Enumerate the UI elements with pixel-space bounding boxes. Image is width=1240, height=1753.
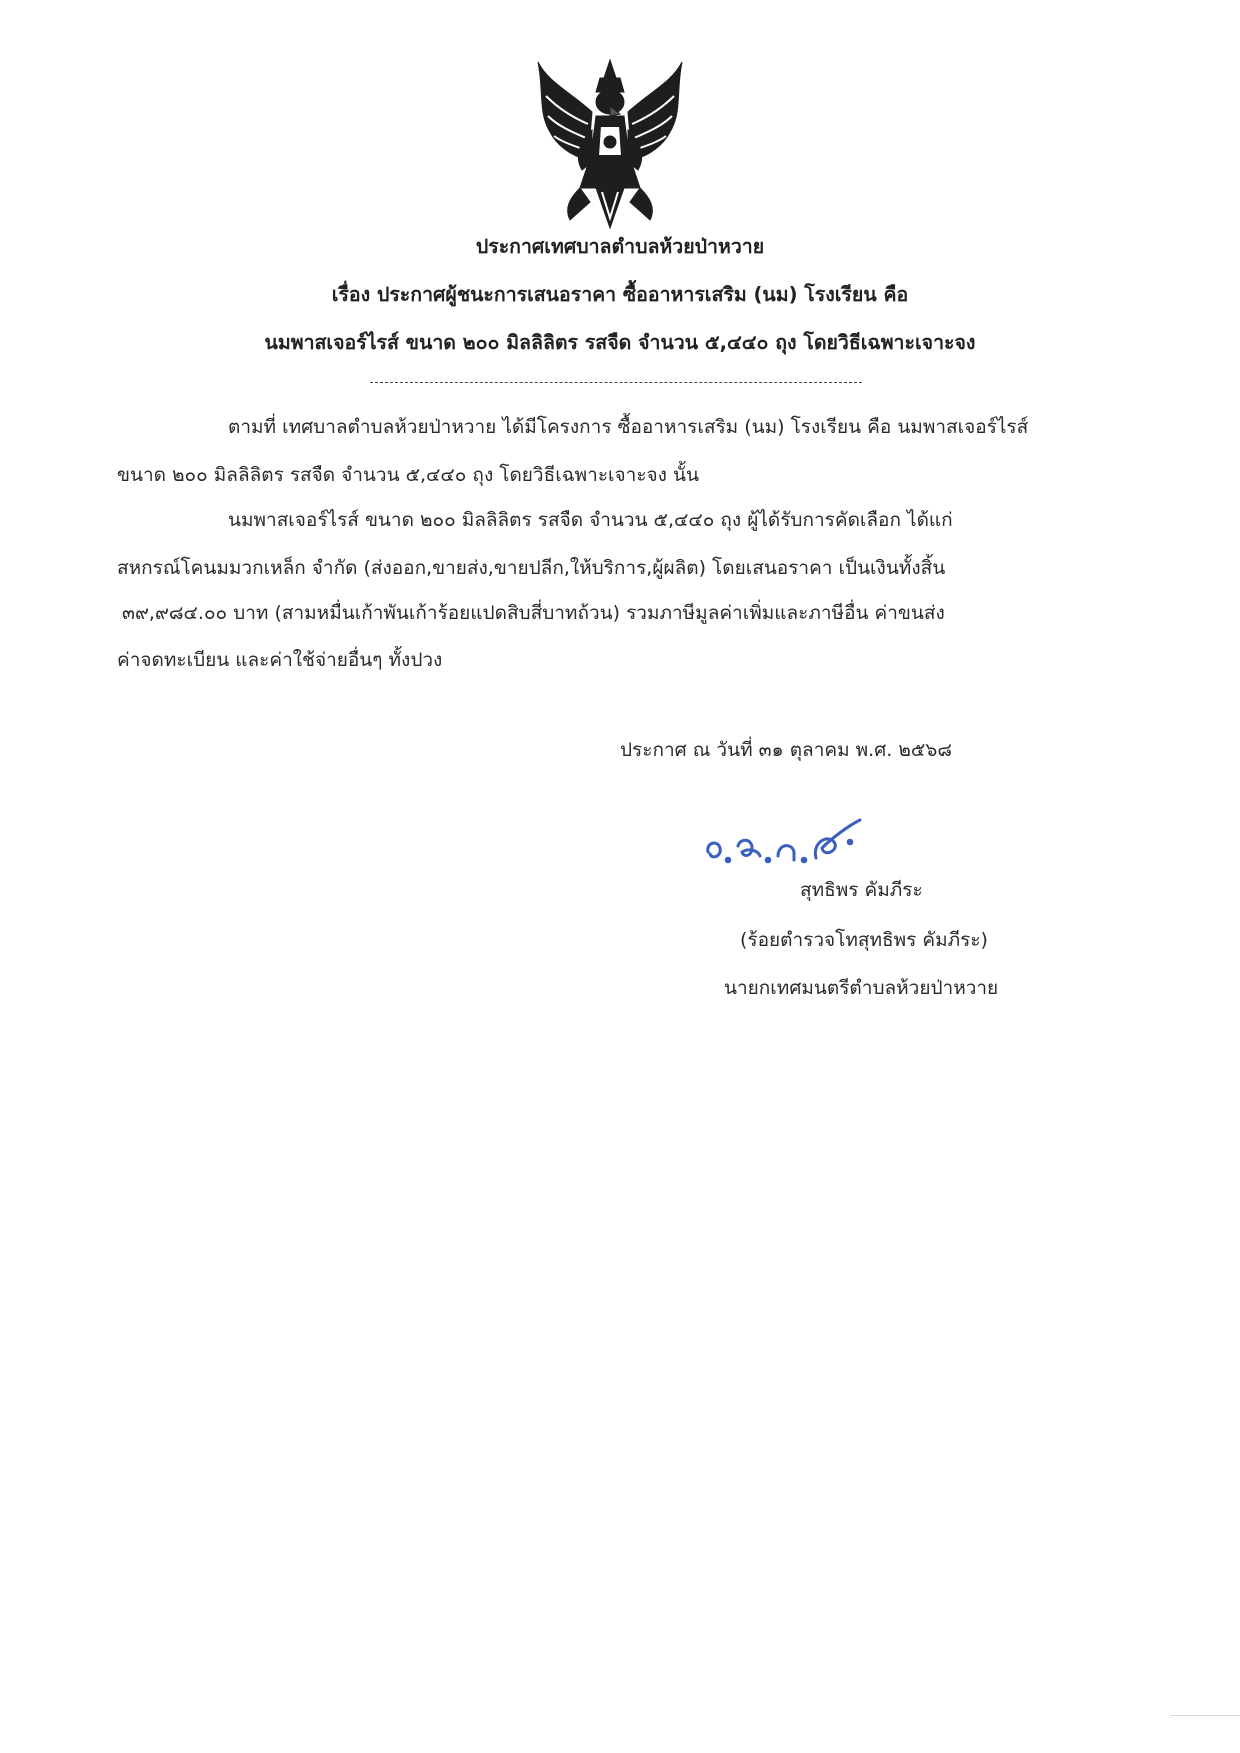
dashed-divider xyxy=(370,382,862,383)
signer-position: นายกเทศมนตรีตำบลห้วยป่าหวาย xyxy=(724,977,999,999)
signer-name: สุทธิพร คัมภีระ xyxy=(800,879,923,901)
paragraph-2-line-1: นมพาสเจอร์ไรส์ ขนาด ๒๐๐ มิลลิลิตร รสจืด จำนวน ๕,๔๔๐ ถุง ผู้ได้รับการคัดเลือก ได้แก่ xyxy=(228,509,953,531)
paragraph-2-line-4: ค่าจดทะเบียน และค่าใช้จ่ายอื่นๆ ทั้งปวง xyxy=(117,649,443,671)
paragraph-1-line-2: ขนาด ๒๐๐ มิลลิลิตร รสจืด จำนวน ๕,๔๔๐ ถุง โดยวิธีเฉพาะเจาะจง นั้น xyxy=(117,464,699,486)
announcement-title: ประกาศเทศบาลตำบลห้วยป่าหวาย xyxy=(475,235,765,258)
signer-full-name: (ร้อยตำรวจโทสุทธิพร คัมภีระ) xyxy=(740,929,988,951)
subject-line-1: เรื่อง ประกาศผู้ชนะการเสนอราคา ซื้ออาหารเสริม (นม) โรงเรียน คือ xyxy=(331,283,909,306)
paragraph-2-line-2: สหกรณ์โคนมมวกเหล็ก จำกัด (ส่งออก,ขายส่ง,ขายปลีก,ให้บริการ,ผู้ผลิต) โดยเสนอราคา เป็นเงินทั้งสิ้น xyxy=(117,557,946,579)
scan-edge-line xyxy=(1170,1715,1240,1716)
handwritten-signature xyxy=(700,812,870,872)
paragraph-2-line-3: ๓๙,๙๘๔.๐๐ บาท (สามหมื่นเก้าพันเก้าร้อยแปดสิบสี่บาทถ้วน) รวมภาษีมูลค่าเพิ่มและภาษีอื่น ค่าขนส่ง xyxy=(122,602,945,624)
subject-line-2: นมพาสเจอร์ไรส์ ขนาด ๒๐๐ มิลลิลิตร รสจืด จำนวน ๕,๔๔๐ ถุง โดยวิธีเฉพาะเจาะจง xyxy=(264,331,976,354)
announcement-date: ประกาศ ณ วันที่ ๓๑ ตุลาคม พ.ศ. ๒๕๖๘ xyxy=(620,739,952,761)
paragraph-1-line-1: ตามที่ เทศบาลตำบลห้วยป่าหวาย ได้มีโครงการ ซื้ออาหารเสริม (นม) โรงเรียน คือ นมพาสเจอร์ไรส์ xyxy=(228,416,1029,438)
garuda-emblem-icon xyxy=(530,52,690,230)
